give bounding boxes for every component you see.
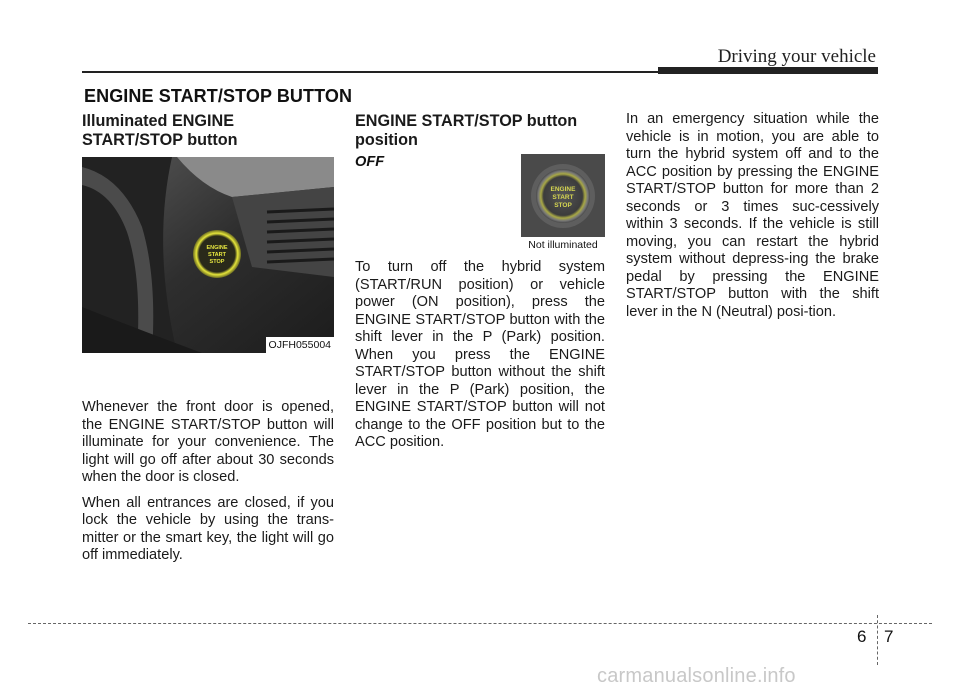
col1-heading-line1: Illuminated ENGINE — [82, 112, 235, 130]
col2-heading — [355, 112, 605, 150]
page-number: 7 — [884, 627, 894, 646]
section-title: ENGINE START/STOP BUTTON — [84, 86, 353, 106]
col2-paragraph-1: To turn off the hybrid system (START/RUN position) or vehicle power (ON position), press the ENGINE START/STOP button with the shift lever in the P (Park) position. When you press the ENGINE START/STOP button without the shift lever in the P (Park) position, the ENGINE START/STOP button will not change to the OFF position but to the ACC position. — [355, 259, 605, 450]
photo1-caption: OJFH055004 — [266, 337, 334, 353]
steering-wheel-illustration — [82, 157, 334, 353]
column-3 — [626, 111, 879, 329]
photo2-caption: Not illuminated — [521, 237, 605, 252]
photo1-button-text-3: STOP — [209, 259, 225, 265]
footer-vertical-divider — [877, 615, 878, 665]
watermark: carmanualsonline.info — [597, 665, 796, 687]
col1-paragraph-1: Whenever the front door is opened, the ENGINE START/STOP button will illuminate for your convenience. The light will go off after about 30 seconds when the door is closed. — [82, 399, 334, 485]
photo1-button-text-1: ENGINE — [206, 245, 228, 251]
photo1-button-text-2: START — [208, 252, 226, 258]
col3-paragraph-1: In an emergency situation while the vehicle is in motion, you are able to turn the hybrid system off and to the ACC position by pressing the ENGINE START/STOP button for more than 2 seconds or 3 times suc-cessively within 3 seconds. If the vehicle is still moving, you can restart the hybrid system without depress-ing the brake pedal by pressing the ENGINE START/STOP button with the shift lever in the N (Neutral) posi-tion. — [626, 111, 879, 320]
header-rule-thick — [658, 67, 878, 74]
footer-dashed-rule — [28, 623, 932, 624]
photo2-button-text-1: ENGINE — [550, 186, 576, 193]
page-chapter-number: 6 — [857, 627, 867, 646]
header-title: Driving your vehicle — [717, 46, 876, 67]
off-label: OFF — [355, 154, 385, 170]
col1-heading-line2: START/STOP button — [82, 131, 238, 149]
col2-heading-line1: ENGINE START/STOP button — [355, 112, 578, 130]
photo2-button-text-3: STOP — [554, 202, 572, 209]
button-not-illuminated-photo — [521, 154, 605, 252]
header-rule-thin — [82, 71, 660, 73]
steering-wheel-photo — [82, 157, 334, 353]
col1-heading — [82, 112, 334, 150]
photo2-button-text-2: START — [552, 194, 574, 201]
col2-heading-line2: position — [355, 131, 418, 149]
col1-paragraph-2: When all entrances are closed, if you lock the vehicle by using the trans-mitter or the smart key, the light will go off immediately. — [82, 494, 334, 563]
